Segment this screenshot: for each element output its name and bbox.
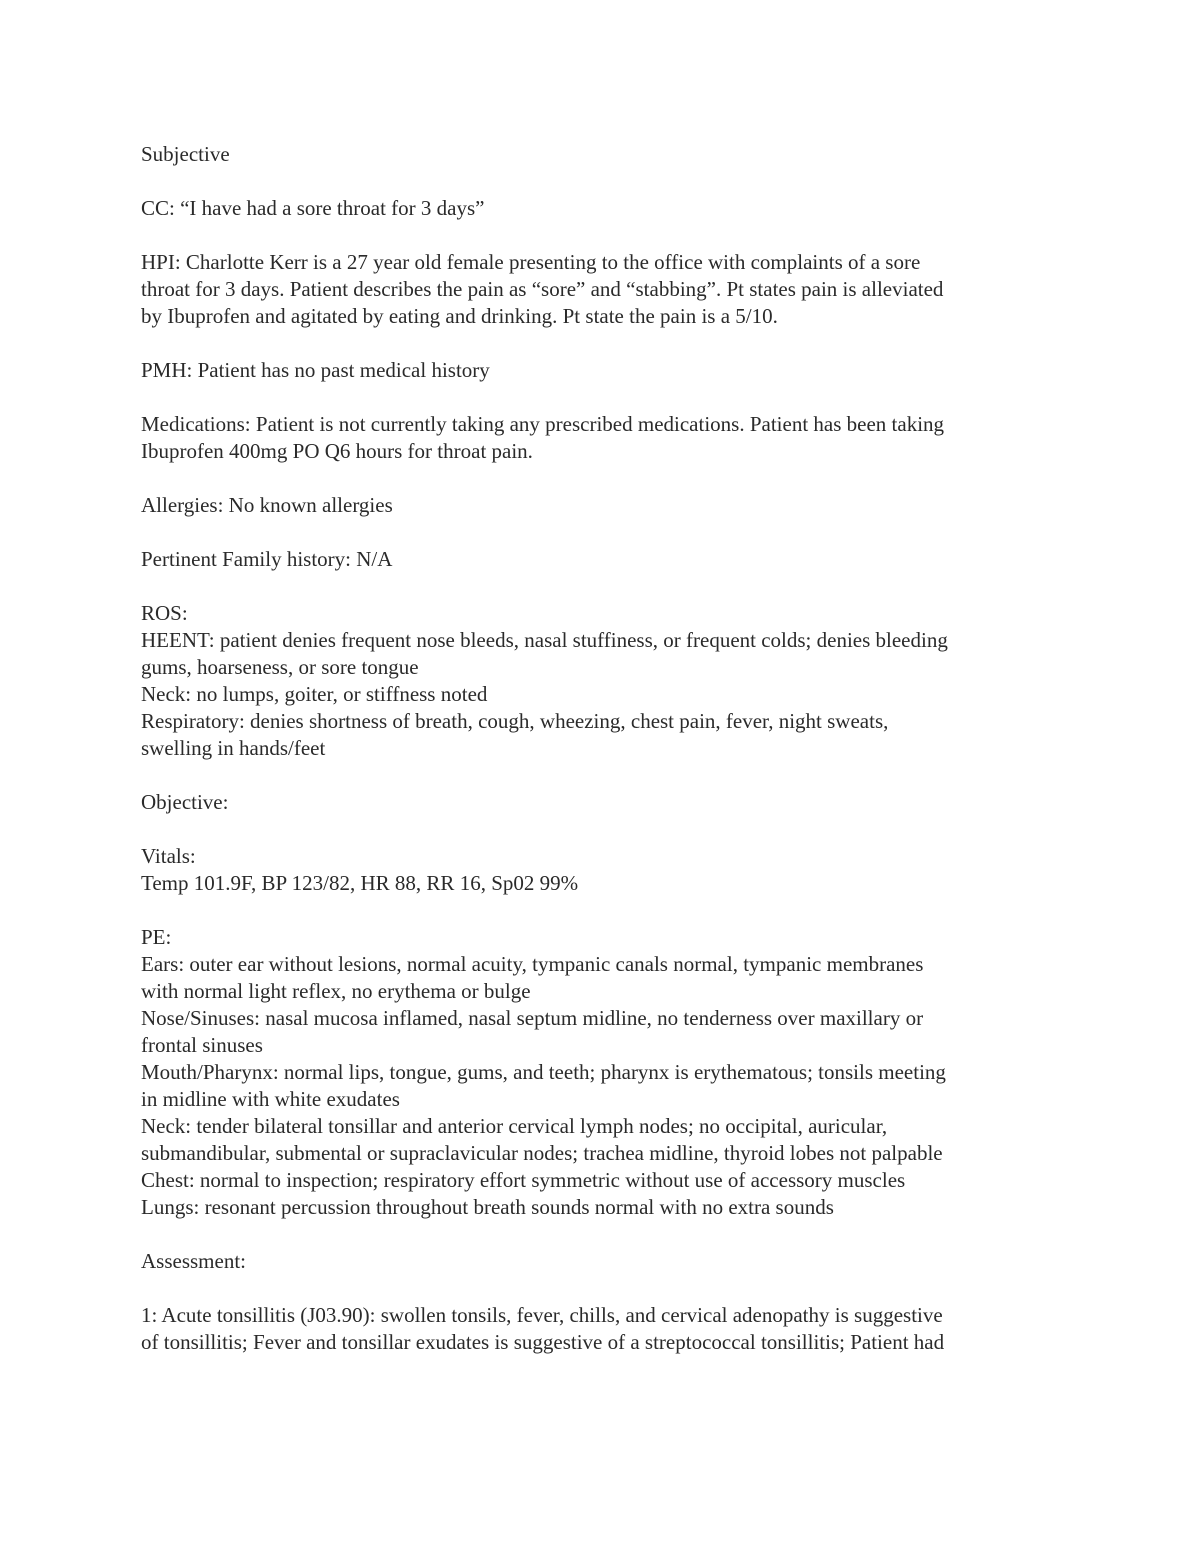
blank-line [141, 816, 1061, 843]
text-line: Ibuprofen 400mg PO Q6 hours for throat pain. [141, 439, 533, 463]
blank-line [141, 465, 1061, 492]
text-line: Temp 101.9F, BP 123/82, HR 88, RR 16, Sp02 99% [141, 871, 579, 895]
text-line: swelling in hands/feet [141, 736, 326, 760]
blank-line [141, 573, 1061, 600]
text-line: Allergies: No known allergies [141, 493, 393, 517]
text-line: Objective: [141, 790, 229, 814]
text-line: Mouth/Pharynx: normal lips, tongue, gums, and teeth; pharynx is erythematous; tonsils meeting [141, 1060, 946, 1084]
text-line: Vitals: [141, 844, 196, 868]
text-line: Pertinent Family history: N/A [141, 547, 393, 571]
text-line: PMH: Patient has no past medical history [141, 358, 490, 382]
text-line: gums, hoarseness, or sore tongue [141, 655, 419, 679]
blank-line [141, 762, 1061, 789]
text-line: HEENT: patient denies frequent nose bleeds, nasal stuffiness, or frequent colds; denies bleeding [141, 628, 948, 652]
text-line: Nose/Sinuses: nasal mucosa inflamed, nasal septum midline, no tenderness over maxillary or [141, 1006, 924, 1030]
blank-line [141, 897, 1061, 924]
blank-line [141, 1221, 1061, 1248]
text-line: frontal sinuses [141, 1033, 263, 1057]
text-line: CC: “I have had a sore throat for 3 days” [141, 196, 485, 220]
blank-line [141, 222, 1061, 249]
blank-line [141, 1275, 1061, 1302]
text-line: with normal light reflex, no erythema or bulge [141, 979, 531, 1003]
text-line: PE: [141, 925, 172, 949]
text-line: Medications: Patient is not currently taking any prescribed medications. Patient has been taking [141, 412, 945, 436]
text-line: Subjective [141, 142, 230, 166]
text-line: in midline with white exudates [141, 1087, 400, 1111]
text-line: 1: Acute tonsillitis (J03.90): swollen tonsils, fever, chills, and cervical adenopathy is suggestive [141, 1303, 943, 1327]
text-line: throat for 3 days. Patient describes the pain as “sore” and “stabbing”. Pt states pain is alleviated [141, 277, 944, 301]
text-line: Assessment: [141, 1249, 246, 1273]
text-line: of tonsillitis; Fever and tonsillar exudates is suggestive of a streptococcal tonsillitis; Patient had [141, 1330, 945, 1354]
text-line: Neck: tender bilateral tonsillar and anterior cervical lymph nodes; no occipital, auricular, [141, 1114, 888, 1138]
text-line: Respiratory: denies shortness of breath, cough, wheezing, chest pain, fever, night sweats, [141, 709, 889, 733]
blank-line [141, 168, 1061, 195]
document-page [141, 141, 1061, 1356]
text-line: by Ibuprofen and agitated by eating and drinking. Pt state the pain is a 5/10. [141, 304, 778, 328]
text-line: Ears: outer ear without lesions, normal acuity, tympanic canals normal, tympanic membranes [141, 952, 924, 976]
text-line: submandibular, submental or supraclavicular nodes; trachea midline, thyroid lobes not palpable [141, 1141, 943, 1165]
text-line: Lungs: resonant percussion throughout breath sounds normal with no extra sounds [141, 1195, 834, 1219]
text-line: Neck: no lumps, goiter, or stiffness noted [141, 682, 488, 706]
blank-line [141, 519, 1061, 546]
blank-line [141, 384, 1061, 411]
text-line: ROS: [141, 601, 188, 625]
text-line: Chest: normal to inspection; respiratory effort symmetric without use of accessory muscles [141, 1168, 906, 1192]
text-line: HPI: Charlotte Kerr is a 27 year old female presenting to the office with complaints of a sore [141, 250, 921, 274]
blank-line [141, 330, 1061, 357]
